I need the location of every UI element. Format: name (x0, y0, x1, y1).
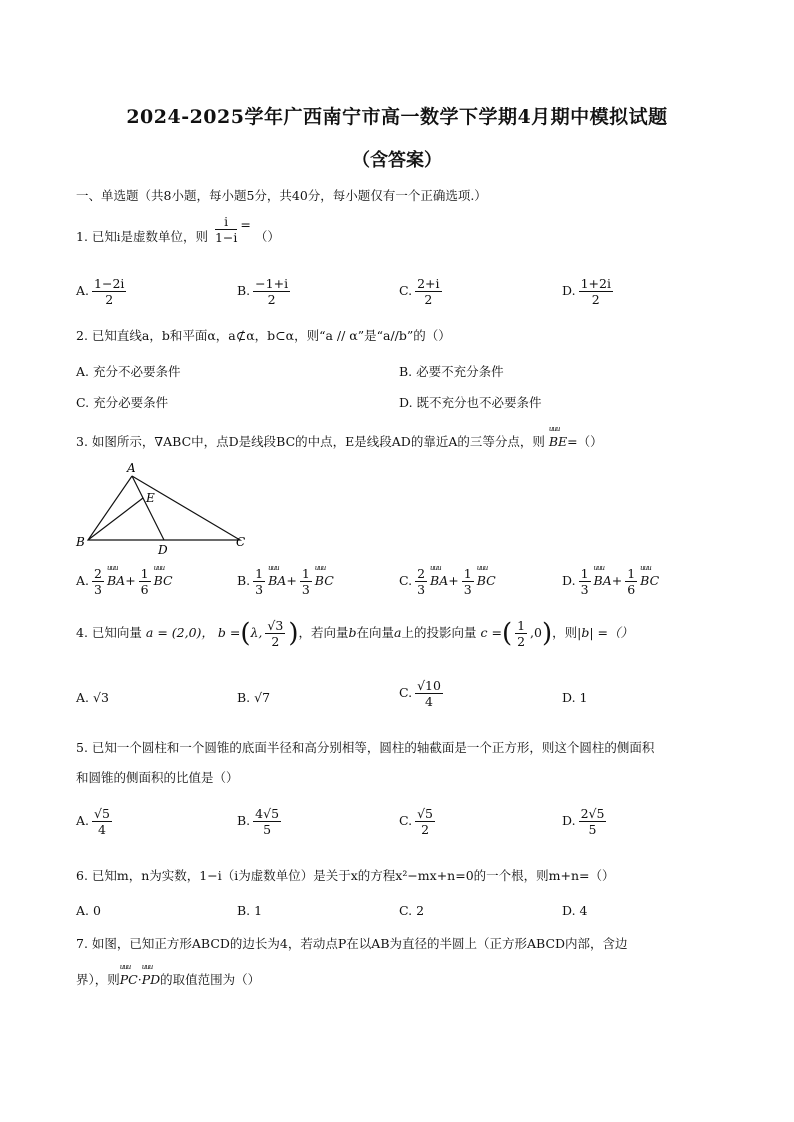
q3-option-b[interactable]: B. $\frac{1}{3}$ uuu BA+ $\frac{1}{3}$ uuu BC (237, 566, 334, 597)
question-2-stem: 2. 已知直线a，b和平面α，a⊄α，b⊂α，则“a // α”是“a//b”的（） (76, 328, 451, 343)
question-6-stem: 6. 已知m，n为实数，1−i（i为虚数单位）是关于x的方程x²−mx+n=0的一个根，则m+n=（） (76, 868, 615, 883)
q2-option-b[interactable]: B. 必要不充分条件 (399, 364, 504, 379)
q4-option-d[interactable]: D. 1 (562, 690, 588, 705)
q1-option-a[interactable]: A. $\frac{1-2i}{2}$ (76, 276, 125, 307)
q3-option-c[interactable]: C. $\frac{2}{3}$ uuu BA+ $\frac{1}{3}$ uuu BC (399, 566, 496, 597)
q2-option-c[interactable]: C. 充分必要条件 (76, 395, 169, 410)
question-5-line-1: 5. 已知一个圆柱和一个圆锥的底面半径和高分别相等，圆柱的轴截面是一个正方形，则这个圆柱的侧面积 (76, 740, 655, 755)
q5-option-a[interactable]: A. $\frac{√5}{4}$ (76, 806, 110, 837)
question-3-stem: 3. 如图所示，∇ABC中，点D是线段BC的中点，E是线段AD的靠近A的三等分点，则 uuu BE=（） (76, 432, 603, 450)
vector-pd: uuu PD (142, 972, 160, 987)
q2-option-d[interactable]: D. 既不充分也不必要条件 (399, 395, 542, 410)
vector-be: uuu BE (549, 434, 567, 449)
q6-option-b[interactable]: B. 1 (237, 903, 263, 918)
q5-option-c[interactable]: C. $\frac{√5}{2}$ (399, 806, 434, 837)
q4-option-b[interactable]: B. √7 (237, 690, 271, 705)
q3-option-d[interactable]: D. $\frac{1}{3}$ uuu BA+ $\frac{1}{6}$ uuu BC (562, 566, 659, 597)
vertex-label-c: C (236, 535, 246, 549)
q5-option-b[interactable]: B. $\frac{4√5}{5}$ (237, 806, 280, 837)
point-label-e: E (146, 491, 155, 505)
question-4-stem: 4. 已知向量 a = (2,0)， b =(λ, $\frac{√3}{2}$ )，若向量b在向量a上的投影向量 c =( $\frac{1}{2}$ ,0)，则|b| =（） (76, 618, 634, 649)
question-7-line-1: 7. 如图，已知正方形ABCD的边长为4，若动点P在以AB为直径的半圆上（正方形ABCD内部，含边 (76, 936, 628, 951)
q1-option-b[interactable]: B. $\frac{-1+i}{2}$ (237, 276, 289, 307)
question-1-stem: 1. 已知i是虚数单位，则 $\frac{i}{1-i}$ = （） (76, 214, 280, 245)
page-title: 2024-2025学年广西南宁市高一数学下学期4月期中模拟试题 (126, 106, 668, 128)
vector-pc: uuu PC (120, 972, 138, 987)
section-heading: 一、单选题（共8小题，每小题5分，共40分，每小题仅有一个正确选项.） (76, 188, 487, 203)
q5-option-d[interactable]: D. $\frac{2√5}{5}$ (562, 806, 605, 837)
q4-option-c[interactable]: C. $\frac{√10}{4}$ (399, 678, 441, 709)
q6-option-c[interactable]: C. 2 (399, 903, 425, 918)
q2-option-a[interactable]: A. 充分不必要条件 (76, 364, 181, 379)
q3-option-a[interactable]: A. $\frac{2}{3}$ uuu BA+ $\frac{1}{6}$ uuu BC (76, 566, 173, 597)
point-label-d: D (158, 543, 168, 557)
q4-option-a[interactable]: A. √3 (76, 690, 109, 705)
q1-option-d[interactable]: D. $\frac{1+2i}{2}$ (562, 276, 611, 307)
vertex-label-b: B (76, 535, 85, 549)
question-5-line-2: 和圆锥的侧面积的比值是（） (76, 770, 239, 785)
q6-option-a[interactable]: A. 0 (76, 903, 101, 918)
page-subtitle: （含答案） (352, 150, 442, 171)
q1-option-c[interactable]: C. $\frac{2+i}{2}$ (399, 276, 440, 307)
q6-option-d[interactable]: D. 4 (562, 903, 588, 918)
triangle-figure (74, 458, 254, 558)
question-7-line-2: 界），则uuu PC·uuu PD的取值范围为（） (76, 970, 260, 988)
vertex-label-a: A (127, 461, 136, 475)
